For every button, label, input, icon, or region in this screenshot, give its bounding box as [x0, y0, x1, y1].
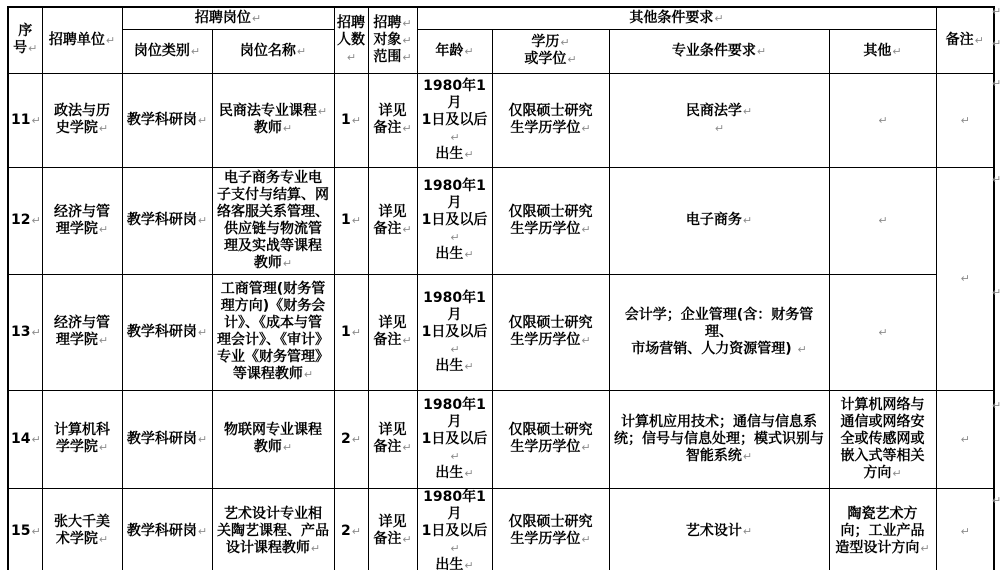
header-unit: 招聘单位↵: [42, 7, 122, 73]
cell-headcount: 1↵: [334, 274, 368, 390]
cell-target-scope: 详见 备注↵: [368, 390, 417, 488]
row-end-paragraph-mark: ↵: [992, 77, 1002, 90]
row-end-paragraph-mark: ↵: [992, 5, 1002, 18]
cell-remarks: ↵: [936, 167, 994, 390]
table-row: [8, 167, 994, 274]
header-row-2: [8, 29, 994, 73]
row-end-paragraph-mark: ↵: [992, 399, 1002, 412]
header-degree: 学历↵ 或学位↵: [492, 29, 609, 73]
cell-target-scope: 详见 备注↵: [368, 167, 417, 274]
cell-target-scope: 详见 备注↵: [368, 73, 417, 167]
header-serial: 序 号↵: [8, 7, 42, 73]
cell-age: 1980年1月 1日及以后↵ 出生↵: [417, 274, 492, 390]
cell-category: 教学科研岗↵: [122, 167, 212, 274]
cell-position-name: 物联网专业课程 教师↵: [212, 390, 334, 488]
cell-category: 教学科研岗↵: [122, 390, 212, 488]
cell-remarks: ↵: [936, 488, 994, 570]
row-end-paragraph-mark: ↵: [992, 286, 1002, 299]
header-age: 年龄↵: [417, 29, 492, 73]
cell-age: 1980年1月 1日及以后↵ 出生↵: [417, 390, 492, 488]
table-row: [8, 73, 994, 167]
cell-headcount: 1↵: [334, 167, 368, 274]
cell-other: 计算机网络与 通信或网络安 全或传感网或 嵌入式等相关 方向↵: [829, 390, 936, 488]
cell-age: 1980年1月 1日及以后↵ 出生↵: [417, 167, 492, 274]
cell-serial: 13↵: [8, 274, 42, 390]
cell-major: 民商法学↵ ↵: [609, 73, 829, 167]
cell-remarks: ↵: [936, 390, 994, 488]
header-major-requirements: 专业条件要求↵: [609, 29, 829, 73]
cell-position-name: 工商管理(财务管 理方向)《财务会 计》、《成本与管 理会计》、《审计》 专业《财务管理》 等课程教师↵: [212, 274, 334, 390]
cell-remarks: ↵: [936, 73, 994, 167]
cell-target-scope: 详见 备注↵: [368, 488, 417, 570]
cell-unit: 经济与管 理学院↵: [42, 167, 122, 274]
cell-degree: 仅限硕士研究 生学历学位↵: [492, 167, 609, 274]
cell-serial: 11↵: [8, 73, 42, 167]
cell-unit: 张大千美 术学院↵: [42, 488, 122, 570]
cell-position-name: 电子商务专业电 子支付与结算、网 络客服关系管理、 供应链与物流管 理及实战等课程 教师↵: [212, 167, 334, 274]
cell-target-scope: 详见 备注↵: [368, 274, 417, 390]
row-end-paragraph-mark: ↵: [992, 494, 1002, 507]
cell-headcount: 2↵: [334, 390, 368, 488]
cell-serial: 12↵: [8, 167, 42, 274]
cell-age: 1980年1月 1日及以后↵ 出生↵: [417, 73, 492, 167]
header-other-requirements-group: 其他条件要求↵: [417, 7, 936, 29]
cell-headcount: 2↵: [334, 488, 368, 570]
table-row: [8, 274, 994, 390]
cell-unit: 计算机科 学学院↵: [42, 390, 122, 488]
cell-major: 电子商务↵: [609, 167, 829, 274]
cell-other: ↵: [829, 167, 936, 274]
header-position-group: 招聘岗位↵: [122, 7, 334, 29]
cell-major: 会计学；企业管理(含：财务管理、 市场营销、人力资源管理) ↵: [609, 274, 829, 390]
cell-degree: 仅限硕士研究 生学历学位↵: [492, 390, 609, 488]
header-remarks: 备注↵: [936, 7, 994, 73]
cell-position-name: 民商法专业课程↵ 教师↵: [212, 73, 334, 167]
recruitment-table: [7, 6, 995, 570]
cell-serial: 14↵: [8, 390, 42, 488]
cell-position-name: 艺术设计专业相 关陶艺课程、产品 设计课程教师↵: [212, 488, 334, 570]
header-target-scope: 招聘↵ 对象↵ 范围↵: [368, 7, 417, 73]
cell-serial: 15↵: [8, 488, 42, 570]
cell-age: 1980年1月 1日及以后↵ 出生↵: [417, 488, 492, 570]
header-headcount: 招聘 人数↵: [334, 7, 368, 73]
cell-degree: 仅限硕士研究 生学历学位↵: [492, 274, 609, 390]
cell-major: 艺术设计↵: [609, 488, 829, 570]
header-position-name: 岗位名称↵: [212, 29, 334, 73]
row-end-paragraph-mark: ↵: [992, 173, 1002, 186]
cell-other: ↵: [829, 73, 936, 167]
table-row: [8, 390, 994, 488]
cell-other: 陶瓷艺术方 向；工业产品 造型设计方向↵: [829, 488, 936, 570]
cell-other: ↵: [829, 274, 936, 390]
cell-degree: 仅限硕士研究 生学历学位↵: [492, 488, 609, 570]
cell-unit: 经济与管 理学院↵: [42, 274, 122, 390]
header-position-category: 岗位类别↵: [122, 29, 212, 73]
cell-category: 教学科研岗↵: [122, 73, 212, 167]
header-row-1: [8, 7, 994, 29]
header-other: 其他↵: [829, 29, 936, 73]
cell-major: 计算机应用技术；通信与信息系 统；信号与信息处理；模式识别与 智能系统↵: [609, 390, 829, 488]
table-row: [8, 488, 994, 570]
cell-category: 教学科研岗↵: [122, 274, 212, 390]
cell-headcount: 1↵: [334, 73, 368, 167]
cell-degree: 仅限硕士研究 生学历学位↵: [492, 73, 609, 167]
cell-category: 教学科研岗↵: [122, 488, 212, 570]
row-end-paragraph-mark: ↵: [992, 37, 1002, 50]
cell-unit: 政法与历 史学院↵: [42, 73, 122, 167]
